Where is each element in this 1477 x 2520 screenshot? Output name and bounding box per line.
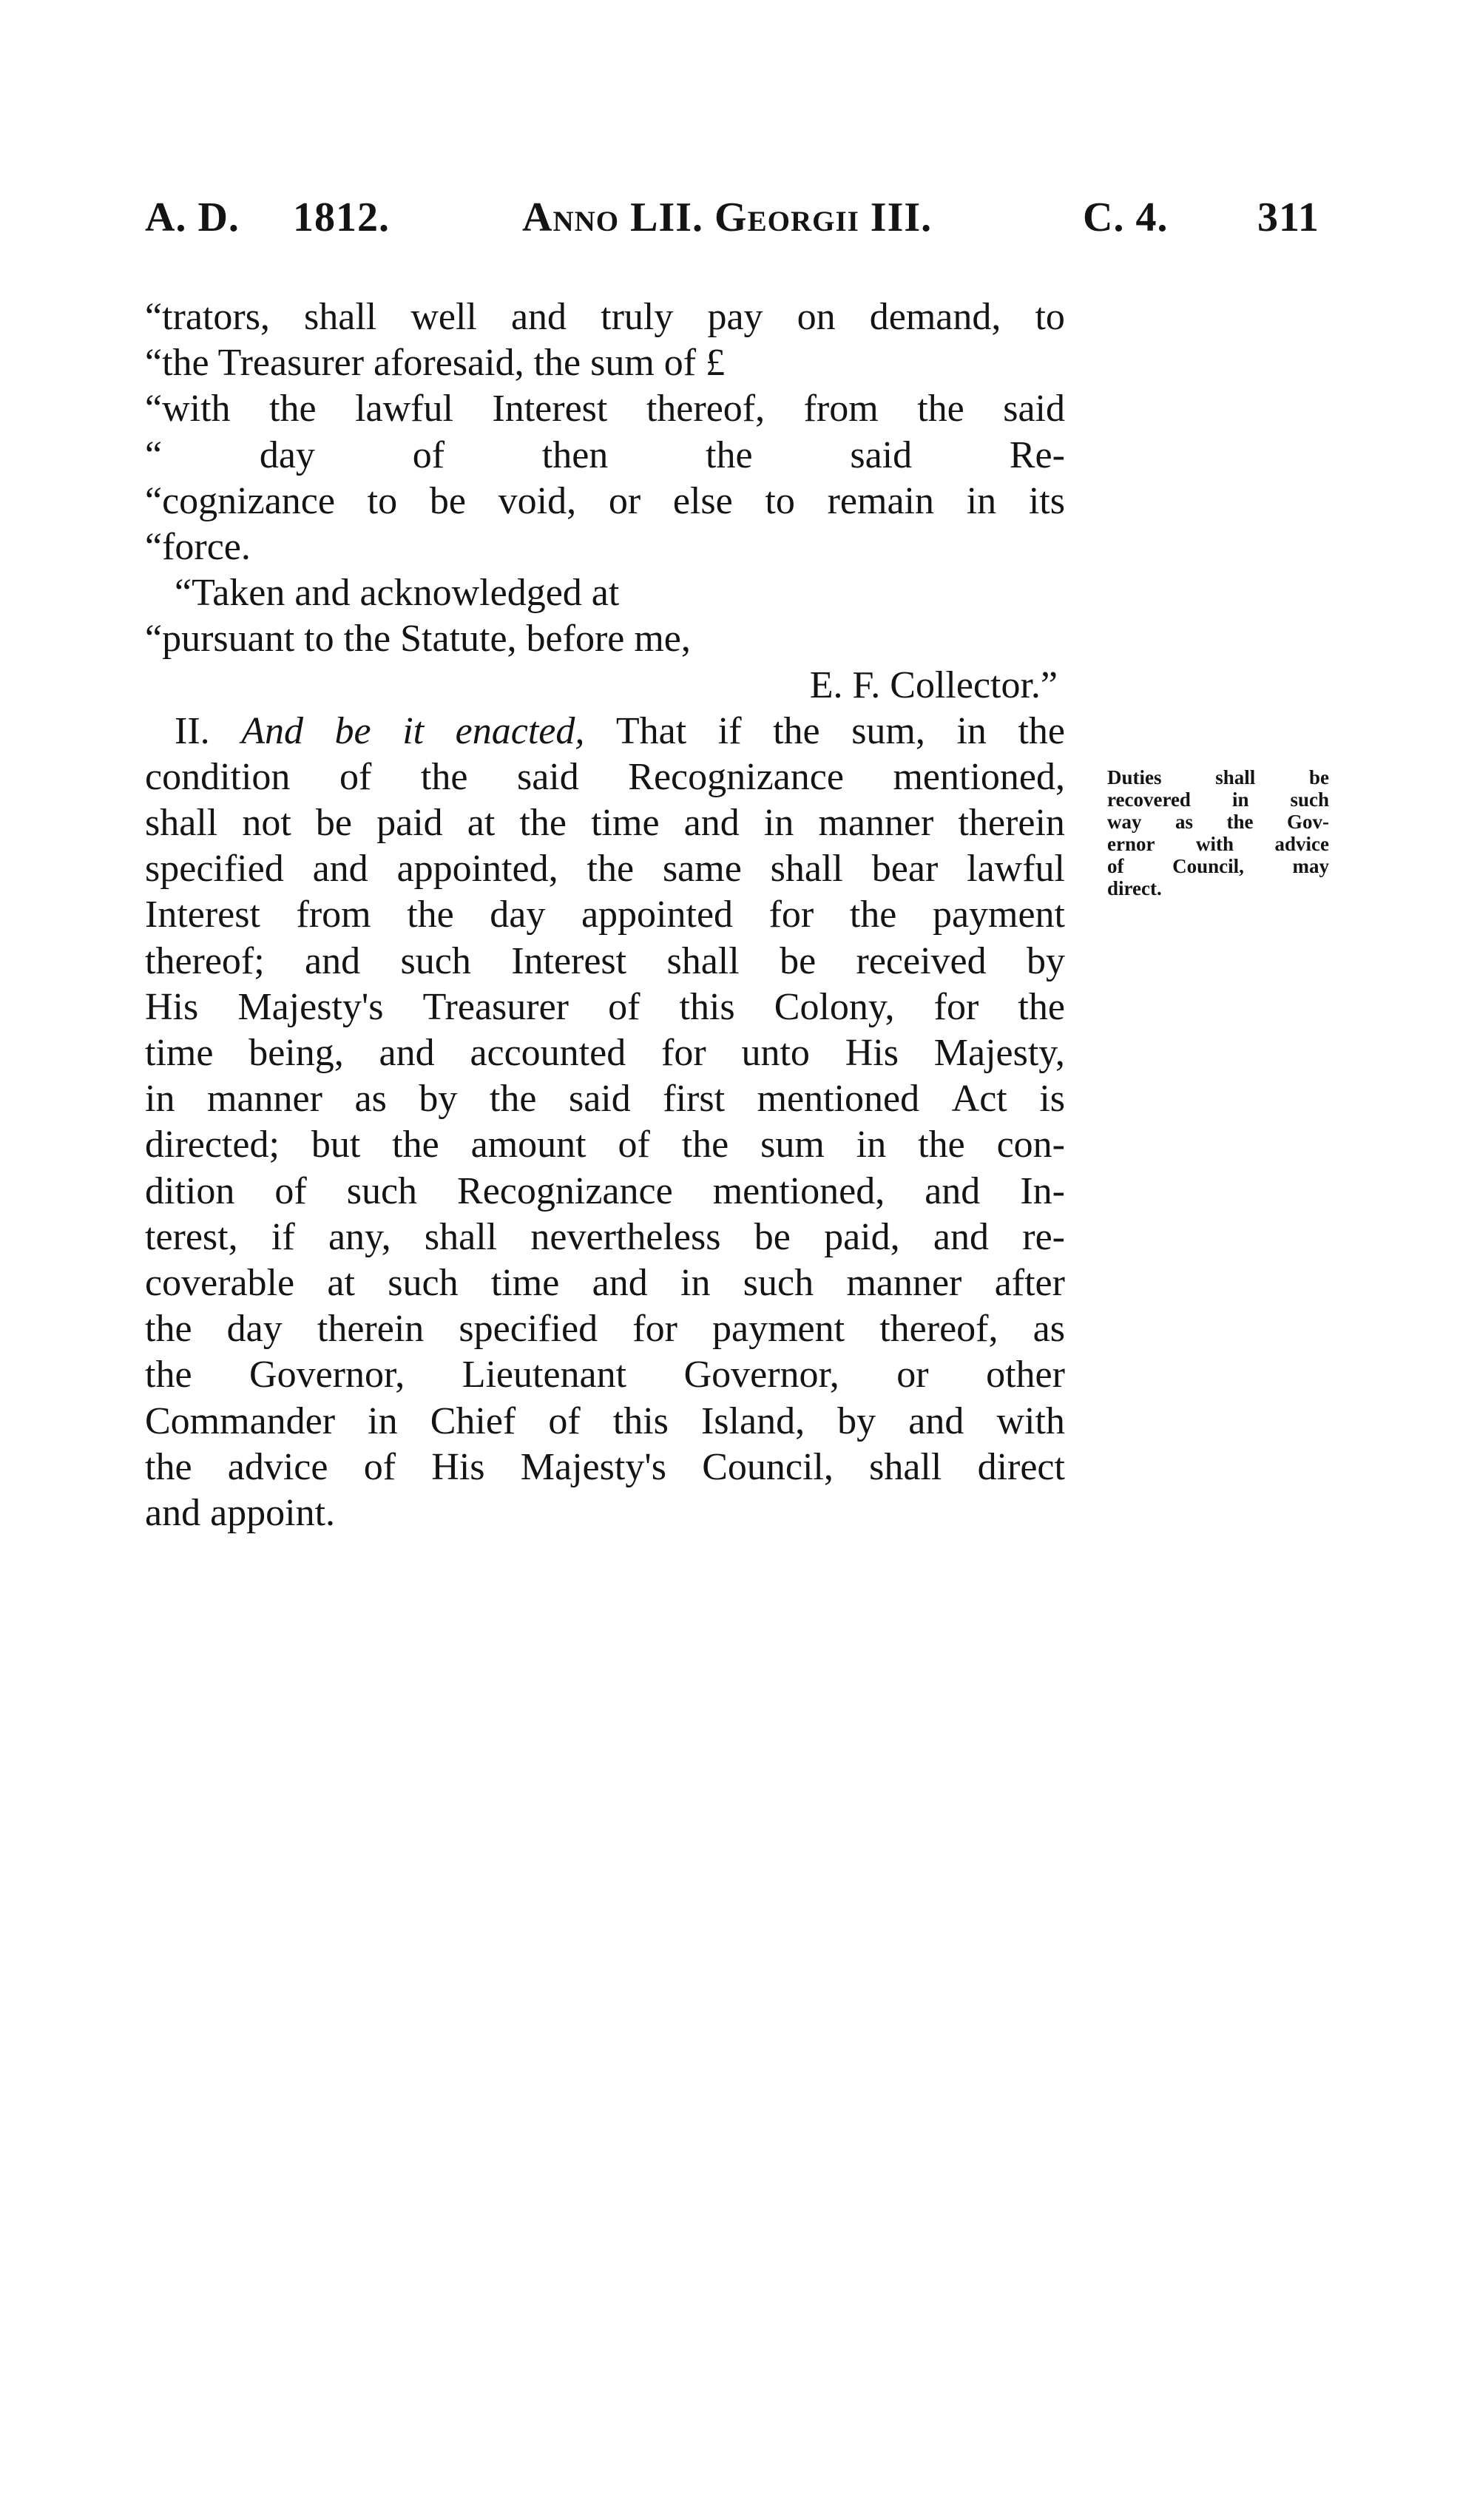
word: specified (145, 848, 284, 891)
word: Majesty's (237, 985, 384, 1028)
word: said (1003, 388, 1065, 430)
word: pay (707, 296, 763, 338)
word: nevertheless (530, 1215, 721, 1258)
word: if (271, 1215, 295, 1258)
word: shall (304, 296, 377, 338)
word: day (259, 433, 315, 476)
word: as (1174, 811, 1193, 833)
word: That (615, 709, 687, 752)
word: Interest (145, 894, 260, 936)
word: received (856, 939, 987, 982)
marginal-note-line (1107, 877, 1329, 899)
page-number: 311 (1257, 195, 1319, 240)
word: Commander (145, 1399, 336, 1442)
header-chapter: C. 4. (1083, 195, 1169, 240)
word: or (896, 1354, 929, 1396)
word: Council, (1172, 855, 1244, 877)
word: this (612, 1399, 669, 1442)
word: Treasurer (422, 985, 569, 1028)
word: first (663, 1078, 726, 1121)
word: in (763, 802, 794, 845)
word: by (837, 1399, 876, 1442)
word: the (145, 1445, 192, 1488)
word: “trators, (145, 296, 270, 338)
word: In- (1020, 1169, 1065, 1212)
word: for (768, 894, 814, 936)
text-line (145, 892, 1065, 938)
text-line (145, 294, 1065, 340)
word: at (467, 802, 496, 845)
text-line: and appoint. (145, 1491, 336, 1534)
word: after (994, 1261, 1065, 1304)
word: His (845, 1032, 899, 1074)
word: therein (958, 802, 1065, 845)
word: the (681, 1124, 729, 1166)
enactment-line (145, 709, 1065, 754)
word: and (305, 939, 361, 982)
text-line (145, 479, 1065, 524)
word: well (410, 296, 477, 338)
word: of (1107, 855, 1124, 877)
word: the (706, 433, 753, 476)
word: “ (145, 433, 163, 476)
word: the (1018, 709, 1065, 752)
word: being, (249, 1032, 344, 1074)
header-ad: A. D. (145, 195, 240, 240)
word: be (1309, 766, 1329, 788)
word: Recognizance (457, 1169, 673, 1212)
text-line (145, 1076, 1065, 1122)
header-title: Anno LII. Georgii III. (522, 195, 933, 240)
word: then (541, 433, 609, 476)
word: Island, (700, 1399, 805, 1442)
word: shall (770, 848, 843, 891)
word: Governor, (249, 1354, 405, 1396)
word: “cognizance (145, 479, 335, 522)
word: at (327, 1261, 355, 1304)
word: time (490, 1261, 560, 1304)
word: other (986, 1354, 1065, 1396)
text-line (145, 846, 1065, 892)
word: may (1292, 855, 1329, 877)
word: else (672, 479, 733, 522)
word: but (311, 1124, 361, 1166)
word: Interest (492, 388, 608, 430)
word: con- (996, 1124, 1065, 1166)
word: recovered (1107, 788, 1191, 811)
word: And (241, 709, 303, 752)
word: specified (459, 1308, 598, 1351)
word: His (145, 985, 199, 1028)
word: or (608, 479, 641, 522)
word: remain (827, 479, 934, 522)
word: and (510, 296, 567, 338)
word: with (1195, 833, 1234, 855)
word: in (368, 1399, 398, 1442)
word: the (145, 1308, 192, 1351)
word: ernor (1107, 833, 1155, 855)
text-line (145, 386, 1065, 432)
word: Colony, (774, 985, 895, 1028)
word: bear (871, 848, 939, 891)
word: if (717, 709, 742, 752)
word: the (1226, 811, 1254, 833)
text-line: “Taken and acknowledged at (175, 572, 620, 615)
word: of (363, 1445, 396, 1488)
word: from (296, 894, 371, 936)
word: be (315, 802, 353, 845)
text-line: “pursuant to the Statute, before me, (145, 618, 691, 661)
word: said (568, 1078, 631, 1121)
word: to (367, 479, 398, 522)
word: be (429, 479, 466, 522)
word: lawful (355, 388, 453, 430)
word: for (632, 1308, 677, 1351)
word: shall (666, 939, 740, 982)
text-line (145, 1352, 1065, 1398)
word: such (400, 939, 471, 982)
word: Majesty's (520, 1445, 666, 1488)
word: in (145, 1078, 175, 1121)
word: Governor, (683, 1354, 839, 1396)
word: payment (712, 1308, 845, 1351)
word: truly (601, 296, 674, 338)
word: thereof, (646, 388, 765, 430)
word: sum, (851, 709, 925, 752)
word: dition (145, 1169, 235, 1212)
text-line (145, 754, 1065, 800)
word: in (1231, 788, 1249, 811)
word: directed; (145, 1124, 280, 1166)
word: the (1018, 985, 1065, 1028)
word: such (346, 1169, 418, 1212)
word: demand, (869, 296, 1001, 338)
word: advice (227, 1445, 328, 1488)
word: paid, (824, 1215, 900, 1258)
word: His (431, 1445, 485, 1488)
word: be (334, 709, 371, 752)
word: of (548, 1399, 581, 1442)
word: time (145, 1032, 214, 1074)
word: its (1028, 479, 1065, 522)
word: the (519, 802, 567, 845)
text-line (145, 1215, 1065, 1260)
word: to (765, 479, 795, 522)
word: on (797, 296, 836, 338)
word: the (587, 848, 635, 891)
word: Chief (430, 1399, 516, 1442)
signature-line: E. F. Collector.” (809, 663, 1058, 706)
main-text-column (145, 294, 1065, 1536)
word: for (933, 985, 979, 1028)
word: in (856, 1124, 887, 1166)
word: and (312, 848, 368, 891)
text-line (145, 1122, 1065, 1168)
word: and (908, 1399, 964, 1442)
word: sum (760, 1124, 825, 1166)
word: appointed (581, 894, 734, 936)
text-line (145, 800, 1065, 846)
word: said (516, 755, 579, 798)
word: such (388, 1261, 459, 1304)
word: II. (175, 709, 210, 752)
word: direct. (1107, 877, 1162, 899)
word: Interest (511, 939, 627, 982)
text-line: “the Treasurer aforesaid, the sum of £ (145, 342, 726, 385)
word: in (680, 1261, 711, 1304)
word: mentioned, (712, 1169, 885, 1212)
word: manner (207, 1078, 322, 1121)
word: is (1039, 1078, 1065, 1121)
word: “with (145, 388, 231, 430)
word: unto (741, 1032, 810, 1074)
word: in (966, 479, 997, 522)
marginal-note-line (1107, 811, 1329, 833)
word: be (780, 939, 817, 982)
word: Majesty, (933, 1032, 1065, 1074)
word: Lieutenant (462, 1354, 627, 1396)
text-line (145, 939, 1065, 984)
word: by (419, 1078, 458, 1121)
word: and (933, 1215, 989, 1258)
word: way (1107, 811, 1142, 833)
word: Gov- (1286, 811, 1329, 833)
word: enacted, (455, 709, 585, 752)
word: as (354, 1078, 387, 1121)
word: void, (498, 479, 577, 522)
word: therein (317, 1308, 425, 1351)
word: be (754, 1215, 791, 1258)
marginal-note-line (1107, 833, 1329, 855)
word: terest, (145, 1215, 238, 1258)
word: not (242, 802, 291, 845)
word: lawful (967, 848, 1065, 891)
word: of (412, 433, 445, 476)
word: the (392, 1124, 439, 1166)
word: mentioned, (893, 755, 1065, 798)
text-line (145, 1445, 1065, 1490)
word: shall (1215, 766, 1256, 788)
word: appointed, (396, 848, 558, 891)
word: for (661, 1032, 706, 1074)
word: Recognizance (628, 755, 844, 798)
word: and (592, 1261, 648, 1304)
text-line (145, 1260, 1065, 1306)
text-line (145, 1306, 1065, 1352)
word: shall (145, 802, 218, 845)
text-line: “force. (145, 525, 251, 568)
word: in (956, 709, 987, 752)
word: advice (1274, 833, 1329, 855)
word: of (618, 1124, 650, 1166)
text-line (145, 1169, 1065, 1215)
word: it (402, 709, 425, 752)
word: paid (376, 802, 443, 845)
word: Duties (1107, 766, 1162, 788)
word: to (1035, 296, 1065, 338)
word: with (996, 1399, 1065, 1442)
marginal-note-line (1107, 855, 1329, 877)
word: same (662, 848, 742, 891)
word: the (773, 709, 820, 752)
word: the (407, 894, 454, 936)
word: accounted (470, 1032, 626, 1074)
word: direct (977, 1445, 1065, 1488)
word: such (1290, 788, 1329, 811)
word: and (379, 1032, 435, 1074)
word: Council, (702, 1445, 834, 1488)
word: day (226, 1308, 283, 1351)
word: the (489, 1078, 537, 1121)
word: thereof; (145, 939, 265, 982)
word: Act (951, 1078, 1007, 1121)
word: thereof, (879, 1308, 998, 1351)
marginal-note-line (1107, 766, 1329, 788)
text-line (145, 1030, 1065, 1076)
word: mentioned (757, 1078, 920, 1121)
word: by (1026, 939, 1065, 982)
marginal-note (1107, 766, 1329, 899)
word: and (925, 1169, 981, 1212)
word: as (1032, 1308, 1065, 1351)
word: of (339, 755, 372, 798)
word: from (803, 388, 879, 430)
word: re- (1022, 1215, 1065, 1258)
word: shall (424, 1215, 498, 1258)
word: any, (328, 1215, 391, 1258)
header-year: 1812. (293, 195, 390, 240)
running-head (145, 194, 1328, 246)
word: the (918, 1124, 965, 1166)
word: manner (818, 802, 934, 845)
marginal-note-line (1107, 788, 1329, 811)
word: this (679, 985, 735, 1028)
word: and (683, 802, 740, 845)
word: Re- (1009, 433, 1065, 476)
word: time (591, 802, 660, 845)
word: the (917, 388, 964, 430)
word: of (608, 985, 641, 1028)
word: the (849, 894, 897, 936)
word: shall (869, 1445, 942, 1488)
word: the (420, 755, 468, 798)
word: day (490, 894, 546, 936)
word: condition (145, 755, 291, 798)
word: manner (846, 1261, 962, 1304)
word: amount (470, 1124, 587, 1166)
word: such (743, 1261, 814, 1304)
word: the (145, 1354, 192, 1396)
word: the (269, 388, 317, 430)
text-line (145, 984, 1065, 1030)
text-line (145, 1399, 1065, 1445)
word: of (274, 1169, 307, 1212)
word: coverable (145, 1261, 295, 1304)
word: said (850, 433, 913, 476)
word: payment (932, 894, 1065, 936)
text-line (145, 433, 1065, 479)
